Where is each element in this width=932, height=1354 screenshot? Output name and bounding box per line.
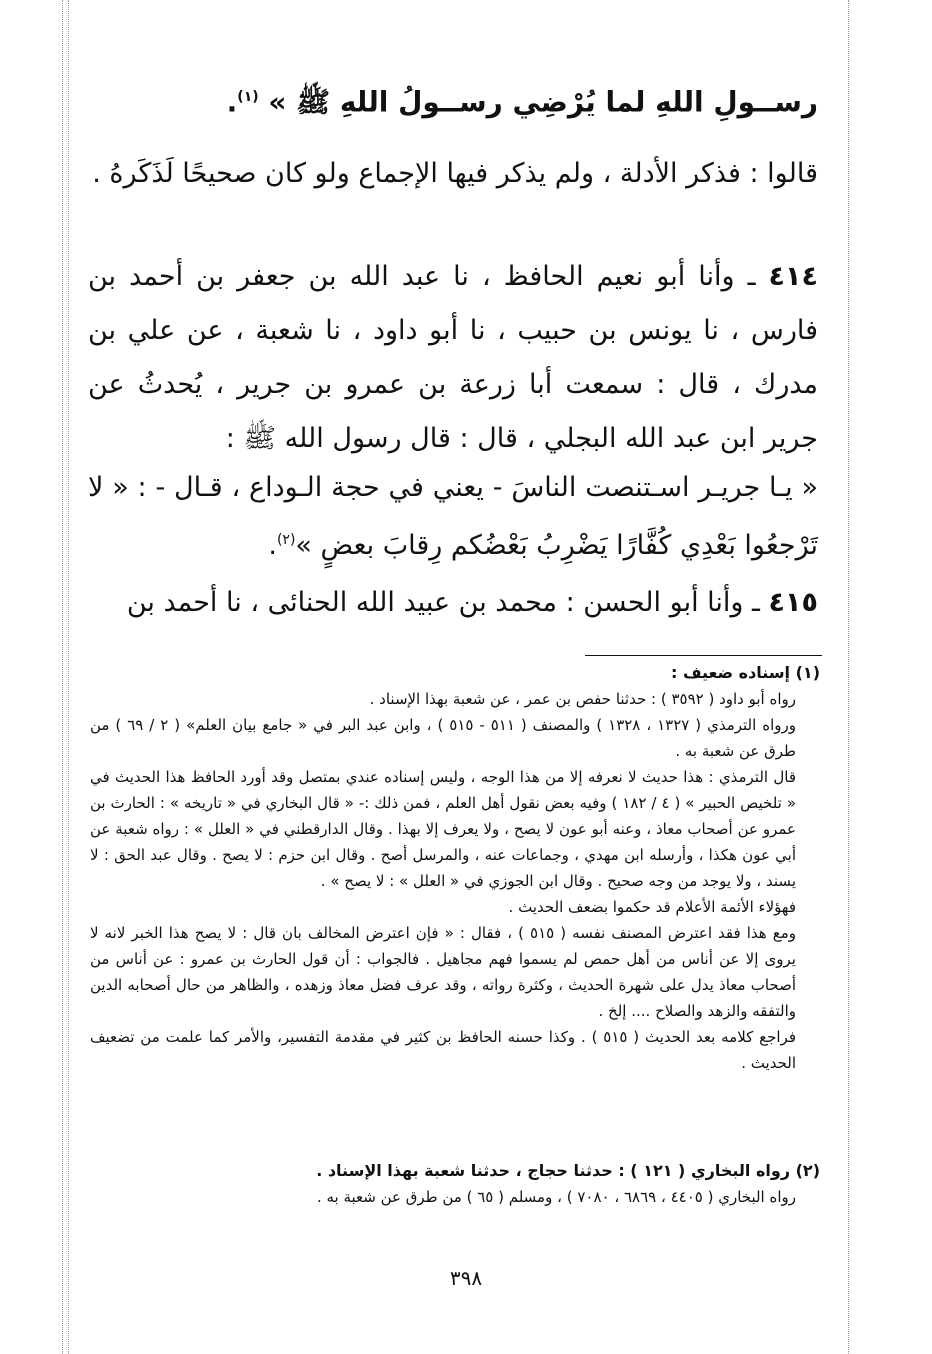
- footnote-1-head: (١) إسناده ضعيف :: [671, 663, 820, 682]
- paragraph-1-text: رســولِ اللهِ لما يُرْضِي رســولُ اللهِ ﷺ »: [258, 85, 818, 119]
- hadith-414: [88, 250, 818, 466]
- paragraph-1-end: .: [226, 85, 238, 119]
- footnote-2-head: (٢) رواه البخاري ( ١٢١ ) : حدثنا حجاج ، حدثنا شعبة بهذا الإسناد .: [316, 1161, 820, 1180]
- footnote-line: رواه أبو داود ( ٣٥٩٢ ) : حدثنا حفص بن عمر ، عن شعبة بهذا الإسناد .: [369, 690, 796, 708]
- scan-dotted-line: [62, 0, 63, 1354]
- scan-dotted-line: [848, 0, 849, 1354]
- footnote-line: ورواه الترمذي ( ١٣٢٧ ، ١٣٢٨ ) والمصنف ( ٥١١ - ٥١٥ ) ، وابن عبد البر في « جامع بيان العلم» ( ٢ / ٦٩ ) من طرق عن شعبة به .: [90, 716, 797, 760]
- footnote-ref-2[interactable]: (٢): [276, 532, 296, 548]
- footnote-line: قال الترمذي : هذا حديث لا نعرفه إلا من هذا الوجه ، وليس إسناده عندي بمتصل وقد أورد الحافظ هذا الحديث في « تلخيص الحبير » ( ٤ / ١٨٢ ) وفيه بعض نقول أهل العلم ، فمن ذلك :- « قال البخاري في « تاريخه » : الحارث بن عمرو عن أصحاب معاذ ، وعنه أبو عون لا يصح ، ولا يعرف إلا بهذا . وقال الدارقطني في « العلل » : رواه شعبة عن أبي عون هكذا ، وأرسله ابن مهدي ، وجماعات عنه ، والمرسل أصح . وقال ابن حزم : لا يصح . وقال عبد الحق : لا يسند ، ولا يوجد من وجه صحيح . وقال ابن الجوزي في « العلل » : لا يصح » .: [90, 768, 796, 890]
- page-number: ٣٩٨: [449, 1266, 483, 1290]
- footnote-1: [90, 660, 820, 1076]
- paragraph-1: [88, 72, 818, 127]
- hadith-number: ٤١٤: [768, 261, 818, 292]
- hadith-quote-text: « يـا جريـر اسـتنصت الناسَ - يعني في حجة الـوداع ، قـال - : « لا تَرْجعُوا بَعْدِي كُفَّارًا يَضْرِبُ بَعْضُكم رِقابَ بعضٍ »: [88, 472, 818, 561]
- footnote-2: [90, 1158, 820, 1210]
- hadith-quote-end: .: [268, 530, 277, 561]
- hadith-number: ٤١٥: [768, 587, 818, 618]
- scan-dotted-line: [68, 0, 69, 1354]
- paragraph-2-text: قالوا : فذكر الأدلة ، ولم يذكر فيها الإجماع ولو كان صحيحًا لَذَكَرهُ .: [92, 158, 818, 189]
- footnote-separator: [585, 655, 822, 656]
- footnote-line: ومع هذا فقد اعترض المصنف نفسه ( ٥١٥ ) ، فقال : « فإن اعترض المخالف بان قال : لا يصح هذا الخبر لانه لا يروى إلا عن أناس من أهل حمص لم يسموا فهم مجاهيل . فالجواب : أن قول الحارث بن عمرو : عن أناس من أصحاب معاذ يدل على شهرة الحديث ، وكثرة رواته ، وقد عرف فضل معاذ وزهده ، والظاهر من حال أصحابه الدين والتفقه والزهد والصلاح .... إلخ .: [90, 924, 796, 1020]
- hadith-415-text: ـ وأنا أبو الحسن : محمد بن عبيد الله الحنائى ، نا أحمد بن: [126, 587, 760, 618]
- footnote-line: فراجع كلامه بعد الحديث ( ٥١٥ ) . وكذا حسنه الحافظ بن كثير في مقدمة التفسير، والأمر كما علمت من تضعيف الحديث .: [90, 1028, 796, 1072]
- paragraph-2: [88, 150, 818, 198]
- footnote-ref-1[interactable]: (١): [237, 89, 259, 105]
- footnote-line: فهؤلاء الأئمة الأعلام قد حكموا بضعف الحديث .: [508, 898, 796, 916]
- footnote-line: رواه البخاري ( ٤٤٠٥ ، ٦٨٦٩ ، ٧٠٨٠ ) ، ومسلم ( ٦٥ ) من طرق عن شعبة به .: [316, 1188, 796, 1206]
- hadith-414-text: ـ وأنا أبو نعيم الحافظ ، نا عبد الله بن جعفر بن أحمد بن فارس ، نا يونس بن حبيب ، نا أبو داود ، نا شعبة ، عن علي بن مدرك ، قال : سمعت أبا زرعة بن عمرو بن جرير ، يُحدثُ عن جرير ابن عبد الله البجلي ، قال : قال رسول الله ﷺ :: [88, 261, 818, 454]
- hadith-quote: [88, 462, 818, 572]
- hadith-415: [88, 578, 818, 628]
